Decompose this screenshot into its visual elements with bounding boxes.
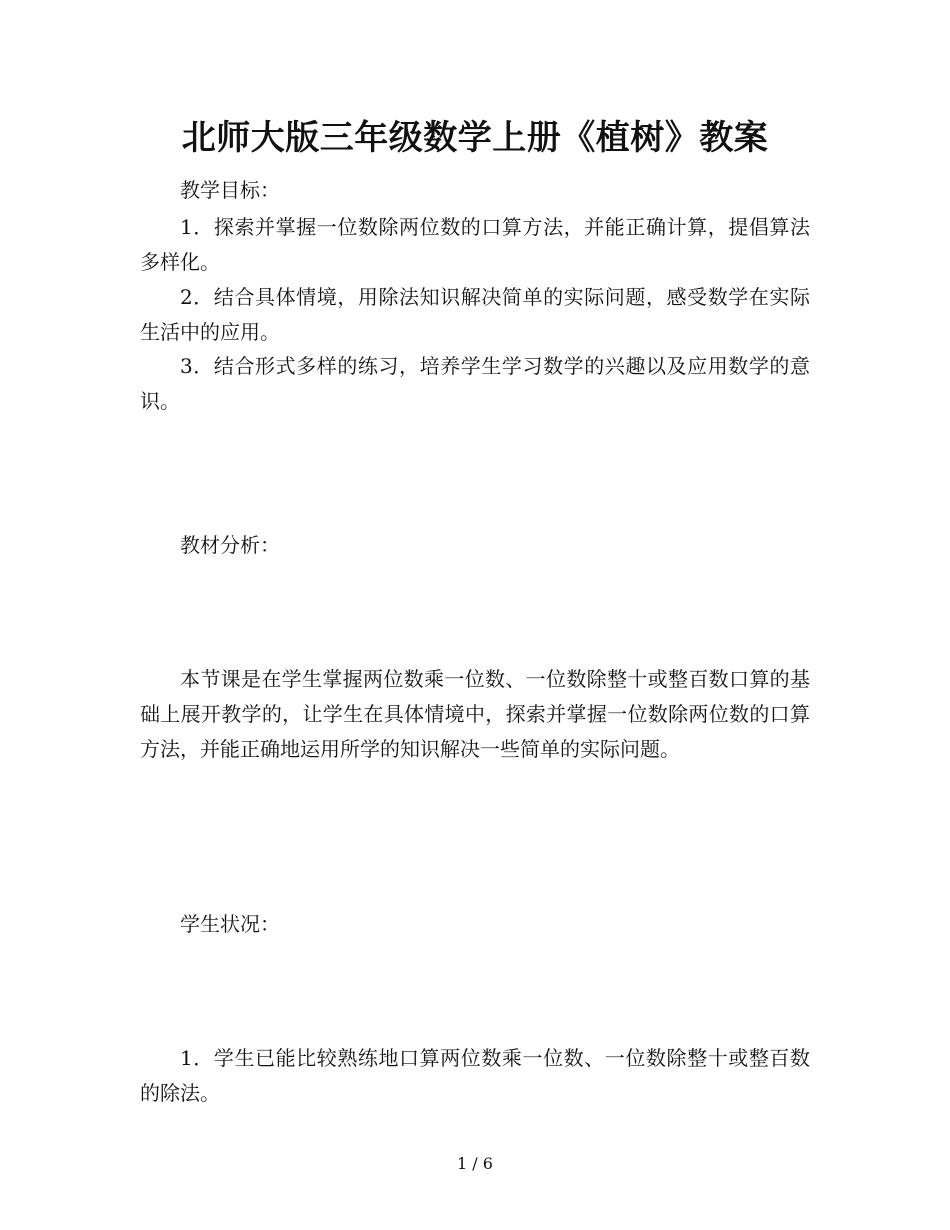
material-analysis-text: 本节课是在学生掌握两位数乘一位数、一位数除整十或整百数口算的基础上展开教学的，让学生在具体情境中，探索并掌握一位数除两位数的口算方法，并能正确地运用所学的知识解决一些简单的实际问题。 xyxy=(140,667,810,761)
objective-item-2: 2．结合具体情境，用除法知识解决简单的实际问题，感受数学在实际生活中的应用。 xyxy=(140,285,810,344)
page-number: 1 / 6 xyxy=(457,1154,493,1173)
section-heading-material-analysis: 教材分析： xyxy=(180,533,280,557)
section-heading-objectives: 教学目标： xyxy=(180,178,280,202)
objective-item-1: 1．探索并掌握一位数除两位数的口算方法，并能正确计算，提倡算法多样化。 xyxy=(140,215,810,274)
student-status-item-1: 1．学生已能比较熟练地口算两位数乘一位数、一位数除整十或整百数的除法。 xyxy=(140,1046,810,1105)
section-heading-student-status: 学生状况： xyxy=(180,912,280,936)
document-title: 北师大版三年级数学上册《植树》教案 xyxy=(181,118,769,158)
objective-item-3: 3．结合形式多样的练习，培养学生学习数学的兴趣以及应用数学的意识。 xyxy=(140,354,810,413)
